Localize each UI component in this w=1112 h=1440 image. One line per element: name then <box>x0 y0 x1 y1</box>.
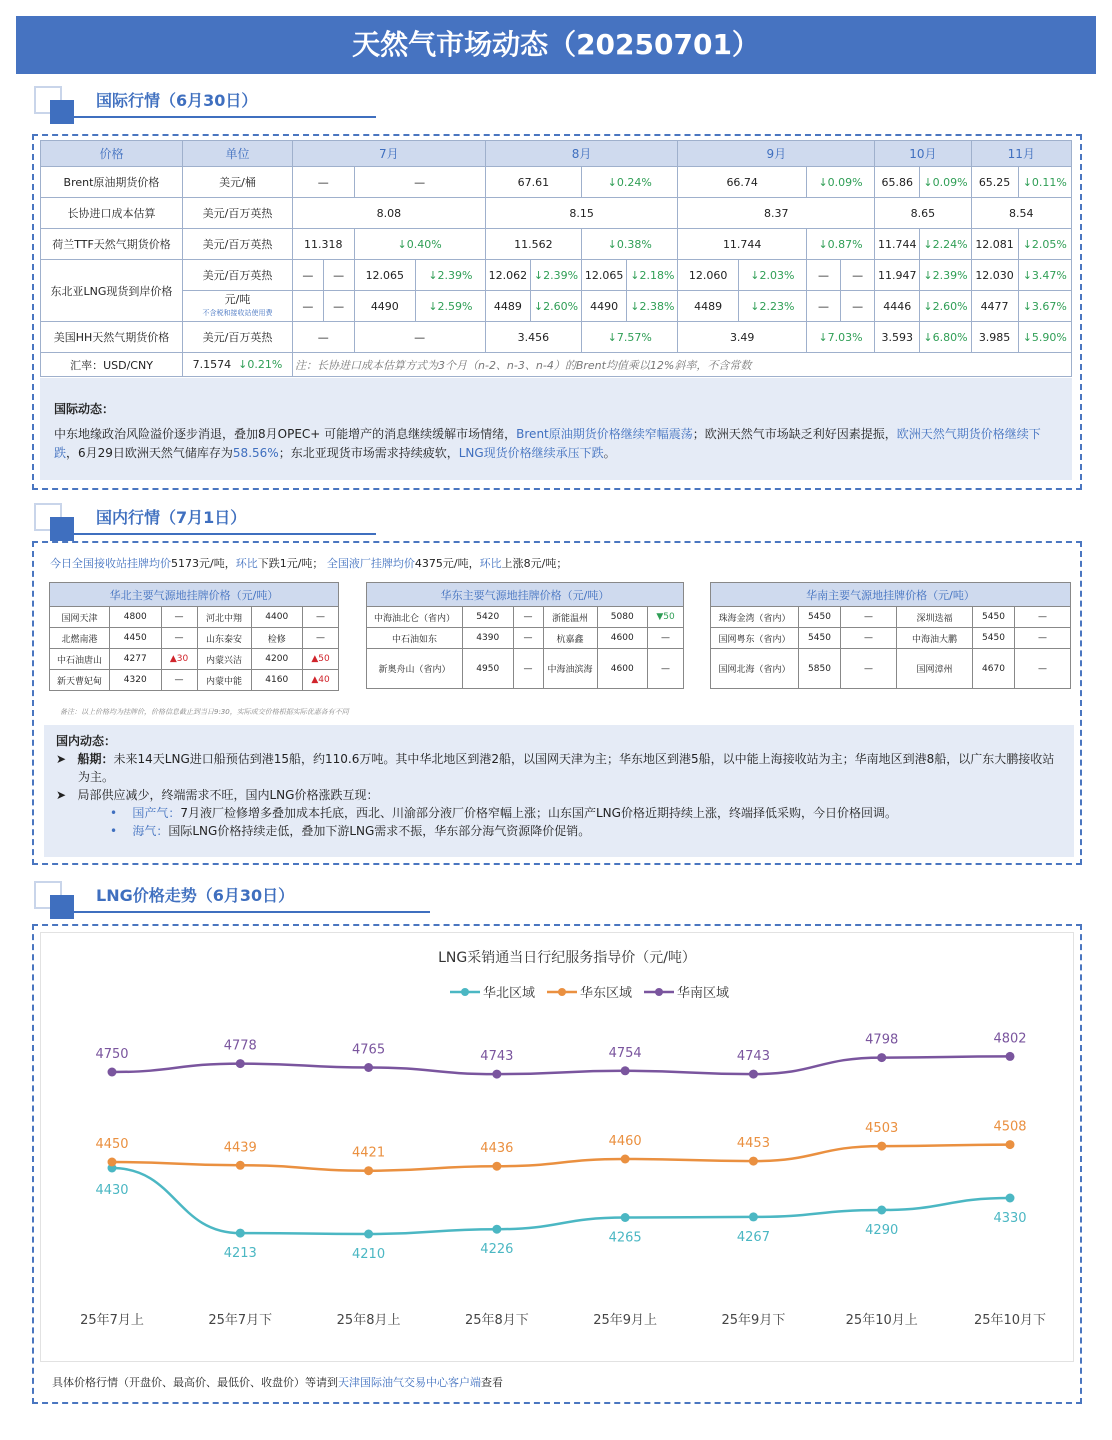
east-table: 华东主要气源地挂牌价格（元/吨） 中海油北仑（省内） 5420 — 浙能温州 5080 ▼50 中石油如东 4390 — 杭嘉鑫 4600 — 新奥舟山（省内） 4950 — 中海油滨海 4600 — <box>366 582 684 689</box>
data-point <box>364 1063 373 1072</box>
page-title: 天然气市场动态（20250701） <box>16 16 1096 74</box>
th-oct: 10月 <box>875 141 971 167</box>
legend-marker <box>461 988 469 996</box>
intl-price-table <box>40 140 1072 377</box>
data-point <box>492 1070 501 1079</box>
th-jul: 7月 <box>293 141 486 167</box>
data-point <box>749 1157 758 1166</box>
data-point <box>621 1066 630 1075</box>
data-label: 4290 <box>865 1223 899 1238</box>
data-label: 4430 <box>95 1183 129 1198</box>
row-changxie: 长协进口成本估算 美元/百万英热 8.08 8.15 8.37 8.65 8.54 <box>41 198 1072 229</box>
th-price: 价格 <box>41 141 183 167</box>
data-label: 4267 <box>736 1229 770 1245</box>
th-nov: 11月 <box>971 141 1071 167</box>
legend-label: 华南区域 <box>677 986 730 1001</box>
data-label: 4750 <box>95 1047 129 1062</box>
legend-marker <box>655 988 663 996</box>
data-point <box>621 1213 630 1222</box>
x-tick-label: 25年7月上 <box>80 1313 144 1328</box>
x-tick-label: 25年10月下 <box>973 1313 1047 1328</box>
data-point <box>364 1230 373 1239</box>
data-label: 4798 <box>865 1032 899 1048</box>
data-point <box>492 1162 501 1171</box>
row-ttf: 荷兰TTF天然气期货价格 美元/百万英热 11.318 ↓0.40% 11.562 ↓0.38% 11.744 ↓0.87% 11.744 ↓2.24% 12.081 ↓2.05% <box>41 229 1072 260</box>
x-tick-label: 25年7月下 <box>208 1313 273 1328</box>
x-tick-label: 25年10月上 <box>845 1313 918 1328</box>
data-point <box>108 1068 117 1077</box>
data-point <box>877 1053 886 1062</box>
legend-label: 华北区域 <box>483 986 536 1001</box>
data-label: 4330 <box>993 1211 1027 1226</box>
data-label: 4226 <box>480 1242 514 1258</box>
x-tick-label: 25年9月上 <box>593 1313 658 1328</box>
data-point <box>236 1059 245 1068</box>
client-link[interactable]: 天津国际油气交易中心客户端 <box>338 1376 481 1389</box>
row-fx: 汇率：USD/CNY 7.1574 ↓0.21% 注：长协进口成本估算方式为3个月（n-2、n-3、n-4）的Brent均值乘以12%斜率，不含常数 <box>41 353 1072 377</box>
legend-label: 华东区域 <box>580 986 633 1001</box>
data-label: 4265 <box>608 1230 642 1246</box>
data-label: 4436 <box>480 1141 514 1157</box>
data-point <box>749 1070 758 1079</box>
th-unit: 单位 <box>183 141 293 167</box>
footer-note: 具体价格行情（开盘价、最高价、最低价、收盘价）等请到天津国际油气交易中心客户端查看 <box>52 1376 503 1389</box>
data-point <box>108 1158 117 1167</box>
data-point <box>236 1229 245 1238</box>
data-label: 4210 <box>352 1247 386 1262</box>
row-nea-usd: 东北亚LNG现货到岸价格 美元/百万英热 — — 12.065 ↓2.39% 12.062 ↓2.39% 12.065 ↓2.18% 12.060 ↓2.03% — — 11.947 ↓2.39% 12.030 ↓3.47% <box>41 260 1072 291</box>
series-line <box>112 1056 1010 1074</box>
data-label: 4743 <box>480 1049 514 1065</box>
row-hh: 美国HH天然气期货价格 美元/百万英热 — — 3.456 ↓7.57% 3.49 ↓7.03% 3.593 ↓6.80% 3.985 ↓5.90% <box>41 322 1072 353</box>
th-aug: 8月 <box>485 141 678 167</box>
data-point <box>1006 1140 1015 1149</box>
domestic-note: 备注：以上价格均为挂牌价，价格信息截止到当日9:30，实际成交价格根据实际优惠各有不同 <box>60 708 349 716</box>
domestic-summary: 今日全国接收站挂牌均价5173元/吨，环比下跌1元/吨； 全国液厂挂牌均价4375元/吨，环比上涨8元/吨； <box>50 557 568 570</box>
data-point <box>621 1155 630 1164</box>
data-label: 4460 <box>608 1134 642 1149</box>
domestic-news: 国内动态： ➤ 船期：未来14天LNG进口船预估到港15船，约110.6万吨。其中华北地区到港2船，以国网天津为主；华东地区到港5船，以中能上海接收站为主；华南地区到港8船，以广东大鹏接收站为主。 ➤ 局部供应减少，终端需求不旺，国内LNG价格涨跌互现： • 国产气：7月液厂检修增多叠加成本托底，西北、川渝部分液厂价格窄幅上涨；山东国产LNG价格近期持续上涨，终端择低采购，今日价格回调。 • 海气：国际LNG价格持续走低，叠加下游LNG需求不振，华东部分海气资源降价促销。 <box>44 725 1074 857</box>
data-point <box>877 1142 886 1151</box>
chart-legend <box>450 985 729 1001</box>
data-label: 4421 <box>352 1145 386 1161</box>
section-title-domestic: 国内行情（7月1日） <box>96 508 247 527</box>
data-label: 4743 <box>736 1049 770 1065</box>
data-point <box>236 1161 245 1170</box>
data-label: 4213 <box>223 1246 257 1262</box>
row-brent: Brent原油期货价格 美元/桶 — — 67.61 ↓0.24% 66.74 ↓0.09% 65.86 ↓0.09% 65.25 ↓0.11% <box>41 167 1072 198</box>
data-point <box>877 1206 886 1215</box>
x-tick-label: 25年8月下 <box>464 1313 529 1328</box>
intl-news: 国际动态： 中东地缘政治风险溢价逐步消退，叠加8月OPEC+ 可能增产的消息继续缓解市场情绪，Brent原油期货价格继续窄幅震荡；欧洲天然气市场缺乏利好因素提振，欧洲天然气期货价格继续下跌，6月29日欧洲天然气储库存为58.56%；东北亚现货市场需求持续疲软，LNG现货价格继续承压下跌。 <box>40 378 1072 480</box>
data-point <box>1006 1194 1015 1203</box>
lng-price-chart <box>40 932 1074 1362</box>
legend-marker <box>558 988 566 996</box>
south-table: 华南主要气源地挂牌价格（元/吨） 珠海金湾（省内） 5450 — 深圳迭福 5450 — 国网粤东（省内） 5450 — 中海油大鹏 5450 — 国网北海（省内） 5850 — 国网漳州 4670 — <box>710 582 1071 689</box>
data-label: 4439 <box>223 1140 257 1156</box>
x-tick-label: 25年8月上 <box>336 1313 401 1328</box>
row-nea-cny: 元/吨 不含税和接收站使用费 — — 4490 ↓2.59% 4489 ↓2.60% 4490 ↓2.38% 4489 ↓2.23% — — 4446 ↓2.60% 4477 ↓3.67% <box>41 291 1072 322</box>
data-label: 4453 <box>736 1136 770 1152</box>
data-point <box>749 1212 758 1221</box>
data-label: 4802 <box>993 1031 1027 1047</box>
north-table: 华北主要气源地挂牌价格（元/吨） 国网天津 4800 — 河北中翔 4400 — 北燃南港 4450 — 山东泰安 检修 — 中石油唐山 4277 ▲30 内蒙兴洁 4200 ▲50 新天曹妃甸 4320 — 内蒙中能 4160 ▲40 <box>49 582 339 691</box>
data-point <box>1006 1052 1015 1061</box>
data-point <box>492 1225 501 1234</box>
data-label: 4503 <box>865 1121 899 1137</box>
x-tick-label: 25年9月下 <box>721 1313 786 1328</box>
data-label: 4778 <box>223 1038 257 1054</box>
data-point <box>364 1166 373 1175</box>
data-label: 4450 <box>95 1137 129 1152</box>
data-label: 4765 <box>352 1042 386 1058</box>
section-title-lng: LNG价格走势（6月30日） <box>96 886 295 905</box>
data-label: 4508 <box>993 1119 1027 1135</box>
chart-title: LNG采销通当日行纪服务指导价（元/吨） <box>438 950 696 966</box>
section-title-intl: 国际行情（6月30日） <box>96 91 258 110</box>
th-sep: 9月 <box>678 141 875 167</box>
data-label: 4754 <box>608 1045 642 1061</box>
